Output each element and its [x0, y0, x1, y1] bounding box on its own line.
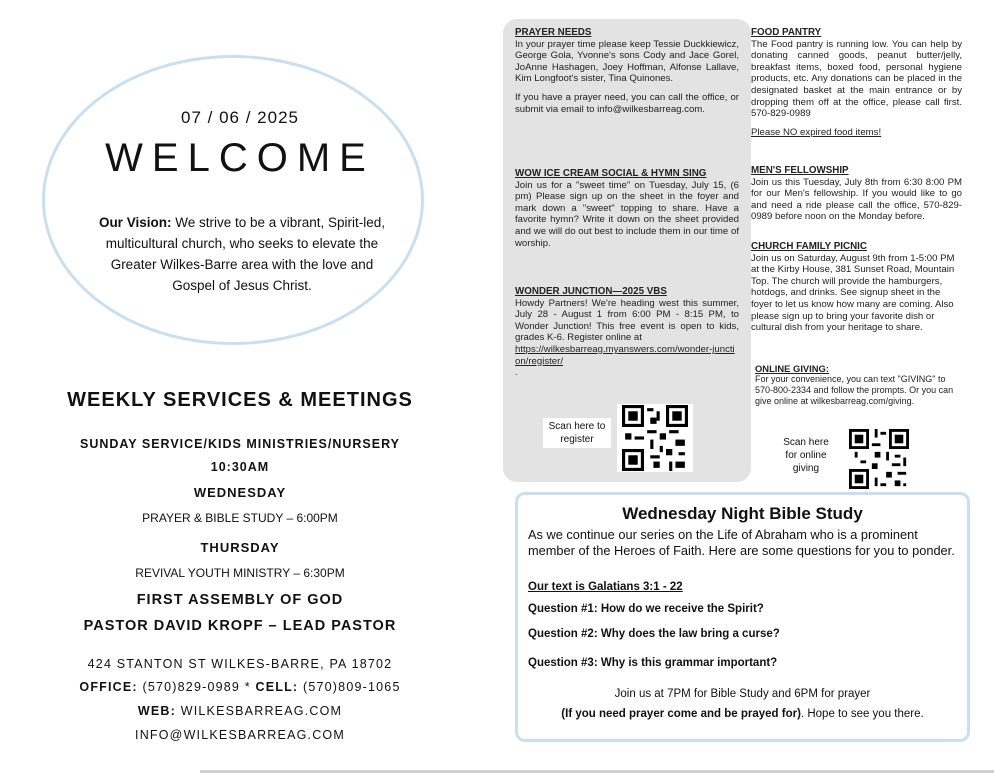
weekly-services-heading: WEEKLY SERVICES & MEETINGS	[67, 389, 413, 411]
online-giving-text: For your convenience, you can text "GIVING" to 570-800-2334 and follow the prompts. Or you can give online at wilkesbarreag.com/giving.	[755, 374, 954, 406]
vision-label: Our Vision:	[98, 215, 172, 230]
prayer-invite-end: . Hope to see you there.	[800, 708, 924, 720]
welcome-title: WELCOME	[105, 136, 375, 180]
vision-text: We strive to be a vibrant, Spirit-led, multicultural church, who seeks to elevate the Greater Wilkes-Barre area with the love and Gospel of Jesus Christ.	[105, 215, 386, 293]
prayer-invite: (If you need prayer come and be prayed for)	[561, 708, 801, 720]
food-pantry-title: FOOD PANTRY	[751, 27, 822, 38]
phone-line	[30, 680, 450, 694]
sunday-time: 10:30AM	[210, 460, 270, 474]
food-pantry-note: Please NO expired food items!	[751, 126, 882, 138]
prayer-call-text: If you have a prayer need, you can call the office, or submit via email to info@wilkesbarreag.com.	[515, 91, 739, 115]
picnic-section	[751, 241, 962, 334]
qr-register-icon	[620, 405, 690, 471]
ice-cream-text: Join us for a "sweet time" on Tuesday, July 15, (6 pm) Please sign up on the sheet in the foyer and mark down a "sweet" topping to share. Have a favorite hymn? Write it down on the sheet provided and we will do out best to include them in our time of worship.	[515, 179, 739, 249]
picnic-title: CHURCH FAMILY PICNIC	[751, 241, 867, 252]
wednesday-heading: WEDNESDAY	[193, 485, 287, 500]
qr-giving-icon	[848, 429, 910, 489]
vbs-end: .	[515, 367, 518, 379]
prayer-needs-title: PRAYER NEEDS	[515, 27, 592, 38]
bible-study-title: Wednesday Night Bible Study	[622, 504, 863, 523]
online-giving-title: ONLINE GIVING:	[755, 363, 829, 374]
vbs-register-link[interactable]: https://wilkesbarreag.myanswers.com/wonder-junction/register/	[515, 343, 735, 367]
picnic-text: Join us on Saturday, August 9th from 1-5:00 PM at the Kirby House, 381 Sunset Road, Mountain Top. The church will provide the hamburgers, hotdogs, and drinks. See signup sheet in the foyer to let us know how many are coming. Also please sign up to bring your favorite dish or cultural dish from your heritage to share.	[751, 252, 955, 334]
vbs-section	[515, 286, 739, 379]
vbs-text: Howdy Partners! We're heading west this summer, July 28 - August 1 from 6:00 PM - 8:15 PM, to Wonder Junction! This free event is open to kids, grades K-6. Register online at	[515, 297, 739, 344]
food-pantry-section	[751, 27, 962, 138]
qr-code-giving[interactable]	[846, 428, 912, 490]
welcome-oval	[42, 55, 424, 345]
prayer-needs-section	[515, 27, 739, 115]
church-name: FIRST ASSEMBLY OF GOD	[136, 592, 344, 608]
ice-cream-section	[515, 168, 739, 249]
office-phone: (570)829-0989 *	[137, 680, 256, 694]
cell-phone: (570)809-1065	[298, 680, 401, 694]
church-address: 424 STANTON ST WILKES-BARRE, PA 18702	[87, 657, 393, 671]
cell-label: CELL:	[255, 680, 299, 694]
bible-text-reference: Our text is Galatians 3:1 - 22	[528, 581, 683, 593]
question-2: Question #2: Why does the law bring a curse?	[528, 628, 780, 640]
mens-fellowship-text: Join us this Tuesday, July 8th from 6:30 8:00 PM for our Men's fellowship. If you would like to go and need a ride please call the office, 570-829-0989 before noon on the Monday before.	[751, 176, 962, 223]
mens-fellowship-section	[751, 165, 962, 223]
office-label: OFFICE:	[79, 680, 138, 694]
thursday-heading: THURSDAY	[200, 540, 280, 555]
question-3: Question #3: Why is this grammar important?	[528, 657, 778, 669]
bulletin-date: 07 / 06 / 2025	[181, 108, 299, 127]
email-line: INFO@WILKESBARREAG.COM	[135, 728, 345, 742]
thursday-detail: REVIVAL YOUTH MINISTRY – 6:30PM	[135, 566, 345, 580]
sunday-service: SUNDAY SERVICE/KIDS MINISTRIES/NURSERY	[79, 437, 400, 451]
mens-fellowship-title: MEN'S FELLOWSHIP	[751, 165, 849, 176]
web-value: WILKESBARREAG.COM	[176, 704, 343, 718]
pastor-name: PASTOR DAVID KROPF – LEAD PASTOR	[83, 618, 397, 634]
bible-study-join: Join us at 7PM for Bible Study and 6PM for prayer	[614, 688, 871, 700]
online-giving-section	[755, 363, 960, 407]
scan-giving-note: Scan here for online giving	[777, 436, 835, 475]
question-1: Question #1: How do we receive the Spirit?	[528, 603, 764, 615]
prayer-needs-text: In your prayer time please keep Tessie Duckkiewicz, George Gola, Yvonne's sons Cody and Jace Gorel, JoAnne Hashagen, Joey Hoffman, Alfonse Lallave, Kim Longfoot's sister, Tina Quinones.	[515, 38, 739, 85]
qr-code-register[interactable]	[617, 404, 693, 472]
vbs-title: WONDER JUNCTION—2025 VBS	[515, 286, 667, 297]
bible-study-intro: As we continue our series on the Life of Abraham who is a prominent member of the Heroes of Faith. Here are some questions for you to ponder.	[528, 527, 955, 558]
ice-cream-title: WOW ICE CREAM SOCIAL & HYMN SING	[515, 168, 707, 179]
food-pantry-text: The Food pantry is running low. You can help by donating canned goods, peanut butter/jelly, breakfast items, boxed food, personal hygiene products, etc. Any donations can be placed in the designated basket at the main entrance or by dropping them off at the office, please call first. 570-829-0989	[751, 38, 962, 120]
wednesday-detail: PRAYER & BIBLE STUDY – 6:00PM	[142, 511, 338, 525]
vision-statement	[88, 212, 396, 296]
web-label: WEB:	[137, 704, 177, 718]
scan-register-note: Scan here to register	[543, 418, 611, 448]
bible-study-prayer	[515, 708, 970, 720]
web-line	[30, 704, 450, 718]
